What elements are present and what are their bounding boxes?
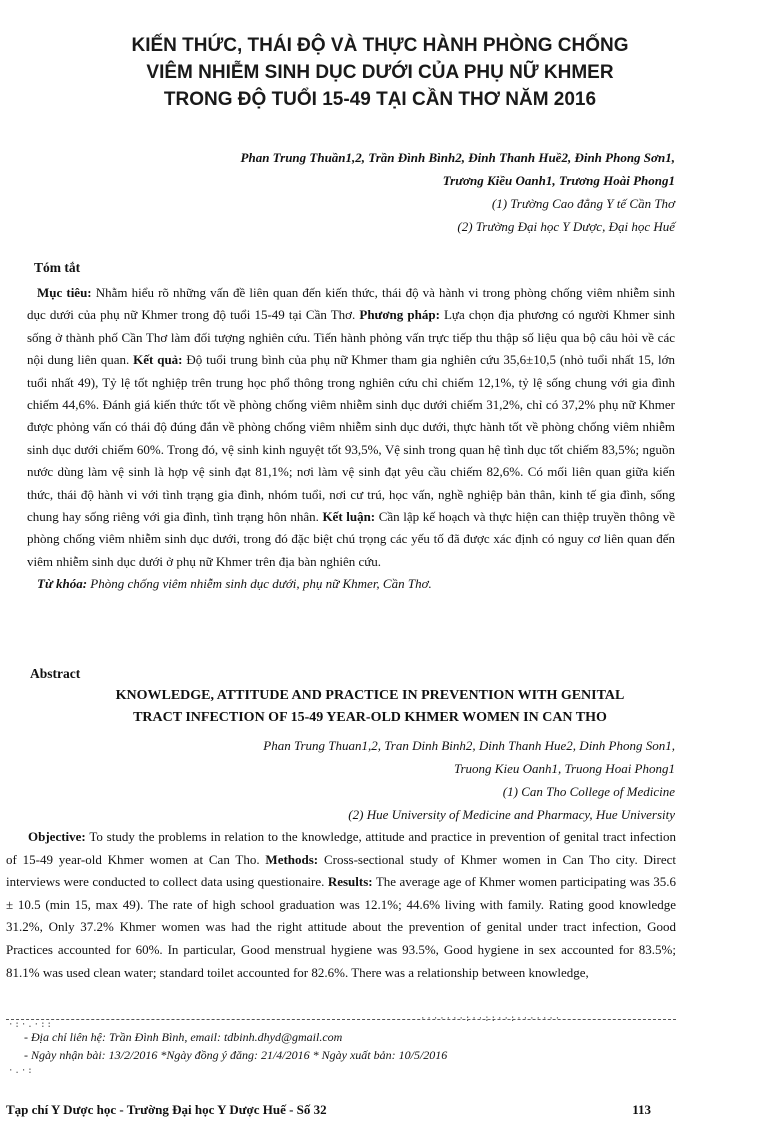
objective-label: Mục tiêu: [37,285,92,300]
methods-text: Cross-sectional study of Khmer women in Can Tho city. Direct interviews were conducted to collect data using questionaire. [6,851,676,890]
title-line: KNOWLEDGE, ATTITUDE AND PRACTICE IN PREVENTION WITH GENITAL [115,688,625,703]
affiliation: (2) Trường Đại học Y Dược, Đại học Huế [457,219,675,234]
abstract-en-heading: Abstract [30,666,81,681]
affiliation: (1) Can Tho College of Medicine [502,784,675,799]
footnote-contact: - Địa chỉ liên hệ: Trần Đình Bình, email: tdbinh.dhyd@gmail.com [24,1030,343,1044]
keywords-label: Từ khóa: [37,576,88,592]
authors-vn [241,146,675,238]
results-label: Kết quả: [133,352,183,368]
keywords-text: Phòng chống viêm nhiễm sinh dục dưới, phụ nữ Khmer, Cần Thơ. [87,576,432,592]
objective-text: To study the problems in relation to the knowledge, attitude and practice in prevention of genital tract infection of 15-49 year-old Khmer women at Can Tho. [6,829,676,867]
affiliation: (2) Hue University of Medicine and Pharmacy, Hue University [348,807,675,822]
scan-noise: ·.·: [8,1066,34,1076]
abstract-en-paragraph [6,826,676,984]
methods-text: Lựa chọn địa phương có người Khmer sinh sống ở thành phố Cần Thơ làm đối tượng nghiên cứu. Tiến hành phỏng vấn trực tiếp thu thập số liệu qua bộ câu hỏi về các nội dung liên quan. [27,307,676,368]
methods-label: Phương pháp: [359,307,440,323]
abstract-vn-body [27,282,675,596]
results-text: Độ tuổi trung bình của phụ nữ Khmer tham gia nghiên cứu 35,6±10,5 (nhỏ tuổi nhất 15, lớn tuổi nhất 49), Tỷ lệ tốt nghiệp trên trung học phổ thông trong nghiên cứu chỉ chiếm 12,1%, tỷ lệ sống chung với gia đình chiếm 44,6%. Đánh giá kiến thức tốt về phòng chống viêm nhiễm sinh dục dưới chiếm 31,2%, chỉ có 37,2% phụ nữ Khmer được phỏng vấn có thái độ đúng đắn về phòng chống viêm nhiễm sinh dục dưới, thực hành tốt về phòng chống viêm nhiễm sinh dục dưới chiếm 60%. Trong đó, vệ sinh kinh nguyệt tốt 93,5%, Vệ sinh trong quan hệ tình dục tốt chiếm 83,5%; nguồn nước dùng làm vệ sinh là hợp vệ sinh đạt 81,1%; nơi làm vệ sinh đạt yêu cầu chiếm 82,6%. Có mối liên quan giữa kiến thức, thái độ hành vi với tình trạng gia đình, nhóm tuổi, nơi cư trú, học vấn, nghề nghiệp bản thân, kinh tế gia đình, sống chung hay sống riêng với gia đình, tình trạng hôn nhân. [27,352,675,525]
abstract-vn-paragraph [27,282,675,573]
methods-label: Methods: [265,851,319,867]
abstract-en-body [6,826,676,984]
results-text: The average age of Khmer women participating was 35.6 ± 10.5 (min 15, max 49). The rate of high school graduation was 12.1%; 44.6% living with family. Rating good knowledge 31.2%, Only 37.2% Khmer women was had the right attitude about the prevention of genital under tract infection, Good Practices accounted for 60%. In particular, Good menstrual hygiene was 93.5%, Good hygiene in sex accounted for 83.5%; 81.1% was used clean water; standard toilet accounted for 82.6%. There was a relationship between knowledge, [6,874,676,980]
scan-noise: ·······:··::··:······· [420,1014,562,1024]
conclusion-label: Kết luận: [322,509,376,525]
title-line: TRONG ĐỘ TUỔI 15-49 TẠI CẦN THƠ NĂM 2016 [163,89,597,110]
title-line: TRACT INFECTION OF 15-49 YEAR-OLD KHMER WOMEN IN CAN THO [133,710,607,725]
page-number: 113 [632,1102,651,1117]
footnote-divider [6,1019,676,1020]
journal-footer: Tạp chí Y Dược học - Trường Đại học Y Dược Huế - Số 32 [6,1102,327,1117]
conclusion-text: Cần lập kế hoạch và thực hiện can thiệp truyền thông về phòng chống viêm nhiễm sinh dục dưới, trong đó đặc biệt chú trọng các yếu tố đã được xác định có nguy cơ liên quan đến viêm nhiễm sinh dục dưới ở phụ nữ Khmer trên địa bàn nghiên cứu. [27,509,675,569]
author-list-line: Truong Kieu Oanh1, Truong Hoai Phong1 [453,761,675,776]
footnotes [24,1028,447,1064]
objective-text: Nhằm hiểu rõ những vấn đề liên quan đến kiến thức, thái độ và hành vi trong phòng chống viêm nhiễm sinh dục dưới của phụ nữ Khmer trong độ tuổi 15-49 tại Cần Thơ. [27,285,675,323]
scan-noise: ·:·.·:: [8,1020,53,1030]
title-line: VIÊM NHIỄM SINH DỤC DƯỚI CỦA PHỤ NỮ KHMER [146,62,614,83]
results-label: Results: [327,874,373,890]
affiliation: (1) Trường Cao đẳng Y tế Cần Thơ [491,196,675,211]
authors-en [263,734,675,826]
author-list-line: Trương Kiều Oanh1, Trương Hoài Phong1 [442,173,675,188]
author-list-line: Phan Trung Thuần1,2, Trần Đình Bình2, Đinh Thanh Huề2, Đinh Phong Sơn1, [240,150,675,165]
title-line: KIẾN THỨC, THÁI ĐỘ VÀ THỰC HÀNH PHÒNG CHỐNG [131,35,629,56]
article-title-en [30,685,710,729]
keywords-vn [27,573,675,595]
objective-label: Objective: [28,829,86,844]
footnote-dates: - Ngày nhận bài: 13/2/2016 *Ngày đồng ý đăng: 21/4/2016 * Ngày xuất bản: 10/5/2016 [24,1048,448,1062]
article-title-vn [20,32,740,113]
abstract-vn-heading: Tóm tắt [34,260,81,275]
author-list-line: Phan Trung Thuan1,2, Tran Dinh Binh2, Dinh Thanh Hue2, Dinh Phong Son1, [263,738,675,753]
